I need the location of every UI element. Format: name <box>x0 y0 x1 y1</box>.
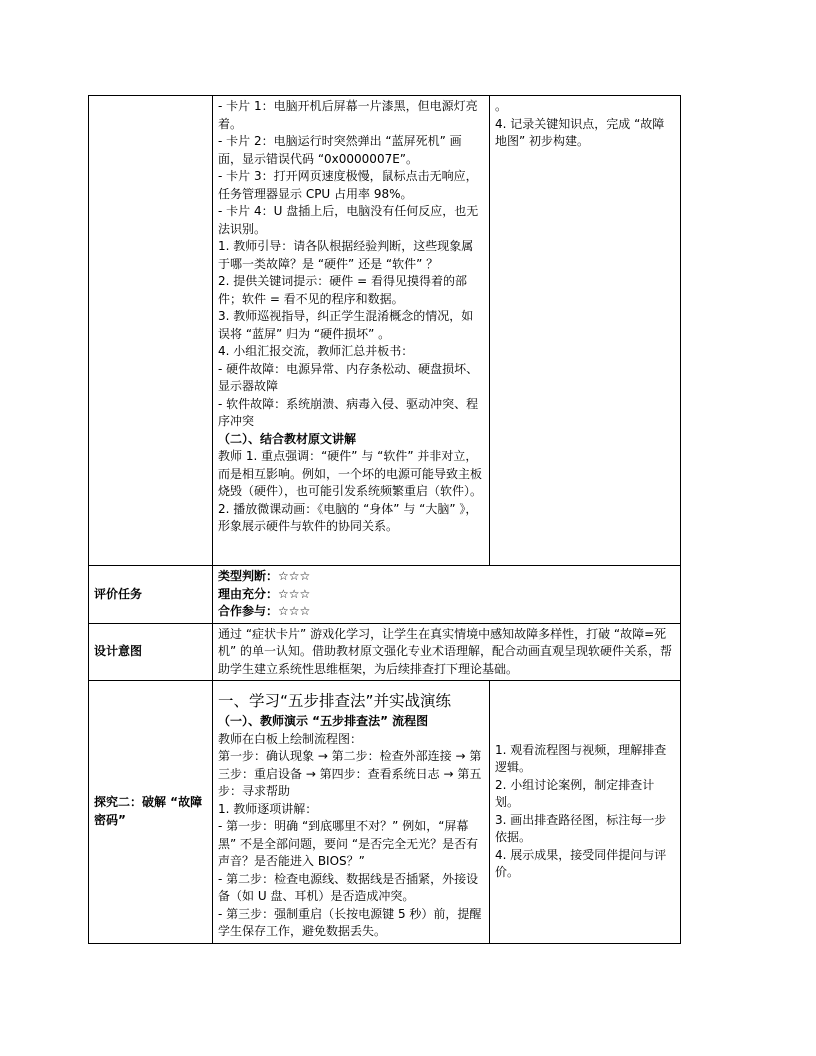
text-line: - 第一步：明确 “到底哪里不对？” 例如，“屏幕黑” 不是全部问题，要问 “是否完全无光？是否有声音？是否能进入 BIOS？” <box>218 819 479 868</box>
text-line: 1. 教师引导：请各队根据经验判断，这些现象属于哪一类故障？是 “硬件” 还是 “软件” ？ <box>218 239 474 271</box>
row1-col3 <box>490 96 681 566</box>
design-intent-text: 通过 “症状卡片” 游戏化学习，让学生在真实情境中感知故障多样性，打破 “故障=死机” 的单一认知。借助教材原文强化专业术语理解，配合动画直观呈现软硬件关系，帮助学生建立系统性思维框架，为后续排查打下理论基础。 <box>213 623 681 681</box>
text-line: 4. 展示成果，接受同伴提问与评价。 <box>495 847 667 880</box>
inquiry-label: 探究二：破解 “故障密码” <box>89 681 213 944</box>
text-line: 3. 教师巡视指导，纠正学生混淆概念的情况，如误将 “蓝屏” 归为 “硬件损坏” 。 <box>218 309 474 341</box>
row4-col2 <box>213 681 490 944</box>
table-row <box>89 96 681 566</box>
text-line: - 卡片 4：U 盘插上后，电脑没有任何反应，也无法识别。 <box>218 204 479 236</box>
evaluation-label: 评价任务 <box>89 566 213 624</box>
text-line: - 硬件故障：电源异常、内存条松动、硬盘损坏、显示器故障 <box>218 361 479 393</box>
design-intent-label: 设计意图 <box>89 623 213 681</box>
text-line: 第一步：确认现象 → 第二步：检查外部连接 → 第三步：重启设备 → 第四步：查看系统日志 → 第五步：寻求帮助 <box>218 749 482 798</box>
row1-col2 <box>213 96 490 566</box>
rating-name: 类型判断： <box>218 569 279 583</box>
text-line: 3. 画出排查路径图，标注每一步依据。 <box>495 812 667 845</box>
star-rating: ☆☆☆ <box>278 569 311 583</box>
table-row <box>89 566 681 624</box>
row1-col1 <box>89 96 213 566</box>
text-line: 2. 播放微课动画：《电脑的 “身体” 与 “大脑” 》，形象展示硬件与软件的协同关系。 <box>218 501 478 533</box>
rating-item <box>218 603 675 621</box>
rating-name: 合作参与： <box>218 604 279 618</box>
text-line: 教师 1. 重点强调：“硬件” 与 “软件” 并非对立，而是相互影响。例如，一个坏的电源可能导致主板烧毁（硬件），也可能引发系统频繁重启（软件）。 <box>218 449 483 498</box>
table-row <box>89 681 681 944</box>
text-line: 教师在白板上绘制流程图： <box>218 731 363 746</box>
text-line: 2. 小组讨论案例，制定排查计划。 <box>495 777 655 810</box>
table-row <box>89 623 681 681</box>
text-line: - 软件故障：系统崩溃、病毒入侵、驱动冲突、程序冲突 <box>218 396 479 428</box>
text-line: - 卡片 3：打开网页速度极慢，鼠标点击无响应，任务管理器显示 CPU 占用率 98%。 <box>218 169 478 201</box>
text-line: 4. 记录关键知识点，完成 “故障地图” 初步构建。 <box>495 116 665 148</box>
star-rating: ☆☆☆ <box>278 604 311 618</box>
lesson-plan-table <box>88 95 681 944</box>
section-heading: （二）、结合教材原文讲解 <box>218 431 357 446</box>
rating-item <box>218 586 675 604</box>
section-heading: （一）、教师演示 “五步排查法” 流程图 <box>218 714 429 728</box>
star-rating: ☆☆☆ <box>278 586 311 601</box>
section-title: 一、学习“五步排查法”并实战演练 <box>218 692 452 710</box>
row4-col3 <box>490 681 681 944</box>
text-line: - 第二步：检查电源线、数据线是否插紧，外接设备（如 U 盘、耳机）是否造成冲突。 <box>218 871 479 903</box>
rating-name: 理由充分： <box>218 586 279 601</box>
text-line: - 卡片 2：电脑运行时突然弹出 “蓝屏死机” 画面，显示错误代码 “0x0000007E”。 <box>218 134 462 166</box>
text-line: - 第三步：强制重启（长按电源键 5 秒）前，提醒学生保存工作，避免数据丢失。 <box>218 906 482 938</box>
text-line: 4. 小组汇报交流，教师汇总并板书： <box>218 344 414 358</box>
text-line: - 卡片 1：电脑开机后屏幕一片漆黑，但电源灯亮着。 <box>218 99 478 131</box>
text-line: 2. 提供关键词提示：硬件 = 看得见摸得着的部件；软件 = 看不见的程序和数据。 <box>218 274 467 306</box>
text-line: 1. 教师逐项讲解： <box>218 801 318 816</box>
text-line: 。 <box>495 99 508 113</box>
rating-item <box>218 568 675 586</box>
evaluation-cell <box>213 566 681 624</box>
text-line: 1. 观看流程图与视频，理解排查逻辑。 <box>495 742 667 775</box>
